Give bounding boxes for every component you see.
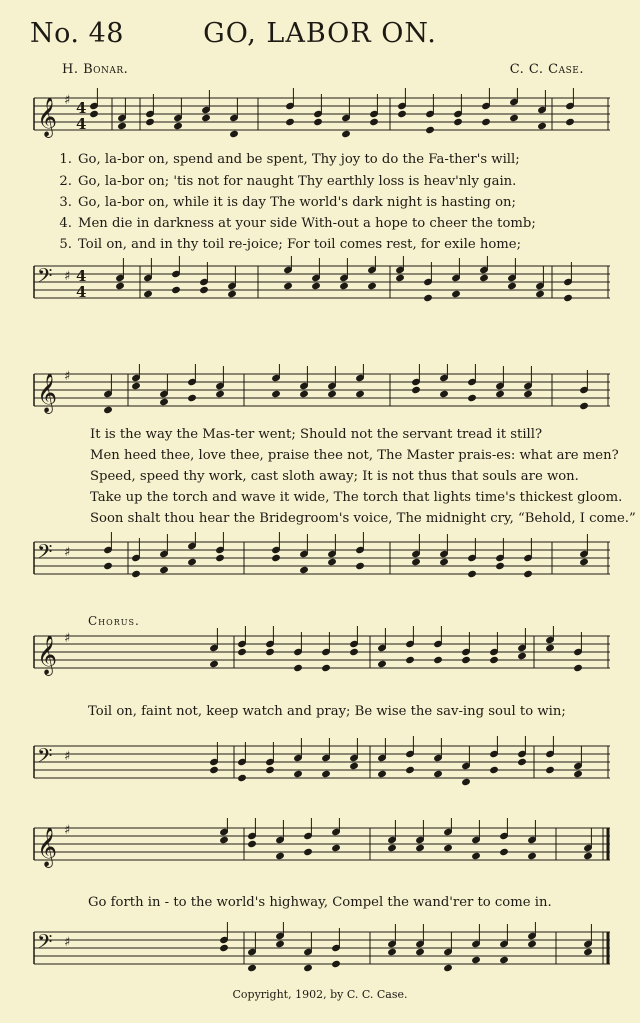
refrain-line-5: Soon shalt thou hear the Bridegroom's voice, The midnight cry, “Behold, I come.” [90, 511, 636, 526]
svg-text:4: 4 [76, 99, 87, 117]
chorus-line-1: Toil on, faint not, keep watch and pray; Be wise the sav-ing soul to win; [88, 704, 566, 719]
verse-line-4: 4. Men die in darkness at your side With-out a hope to cheer the tomb; [59, 216, 536, 231]
refrain-line-2: Men heed thee, love thee, praise thee not, The Master prais-es: what are men? [90, 448, 619, 463]
verse-line-3: 3. Go, la-bor on, while it is day The world's dark night is hasting on; [59, 195, 516, 210]
svg-text:♯: ♯ [64, 93, 71, 108]
composer: C. C. Case. [509, 62, 584, 77]
svg-text:𝄞: 𝄞 [37, 635, 58, 675]
system-2-bass-staff [0, 532, 640, 592]
svg-text:4: 4 [76, 267, 87, 285]
hymn-number: No. 48 [30, 18, 124, 49]
svg-text:𝄢: 𝄢 [37, 930, 53, 958]
final-bass-staff [0, 922, 640, 982]
system-1-bass-staff [0, 256, 640, 316]
author: H. Bonar. [62, 62, 129, 77]
hymn-title: GO, LABOR ON. [203, 18, 437, 49]
verse-line-1: 1. Go, la-bor on, spend and be spent, Thy joy to do the Fa-ther's will; [59, 152, 520, 167]
chorus-line-2: Go forth in - to the world's highway, Compel the wand'rer to come in. [88, 895, 552, 910]
copyright: Copyright, 1902, by C. C. Case. [232, 988, 408, 1001]
svg-text:4: 4 [76, 283, 87, 301]
verse-line-2: 2. Go, la-bor on; 'tis not for naught Thy earthly loss is heav'nly gain. [59, 174, 517, 189]
chorus-treble-staff [0, 626, 640, 686]
svg-text:♯: ♯ [64, 269, 71, 284]
svg-text:𝄢: 𝄢 [37, 540, 53, 568]
svg-text:𝄞: 𝄞 [37, 97, 58, 137]
hymn-header [0, 14, 640, 54]
svg-text:𝄢: 𝄢 [37, 264, 53, 292]
refrain-line-4: Take up the torch and wave it wide, The torch that lights time's thickest gloom. [90, 490, 623, 505]
svg-text:𝄢: 𝄢 [37, 744, 53, 772]
chorus-bass-staff [0, 736, 640, 796]
verse-line-5: 5. Toil on, and in thy toil re-joice; For toil comes rest, for exile home; [59, 237, 522, 252]
chorus-label: Chorus. [88, 614, 140, 628]
system-2-treble-staff [0, 364, 640, 424]
svg-text:♯: ♯ [64, 369, 71, 384]
svg-text:𝄞: 𝄞 [37, 373, 58, 413]
svg-text:♯: ♯ [64, 545, 71, 560]
refrain-line-3: Speed, speed thy work, cast sloth away; It is not thus that souls are won. [90, 469, 579, 484]
system-1-treble-staff [0, 88, 640, 148]
svg-text:♯: ♯ [64, 823, 71, 838]
svg-text:4: 4 [76, 115, 87, 133]
svg-text:♯: ♯ [64, 935, 71, 950]
svg-text:𝄞: 𝄞 [37, 827, 58, 867]
svg-text:♯: ♯ [64, 749, 71, 764]
svg-text:♯: ♯ [64, 631, 71, 646]
final-treble-staff [0, 818, 640, 878]
refrain-line-1: It is the way the Mas-ter went; Should not the servant tread it still? [90, 427, 543, 442]
